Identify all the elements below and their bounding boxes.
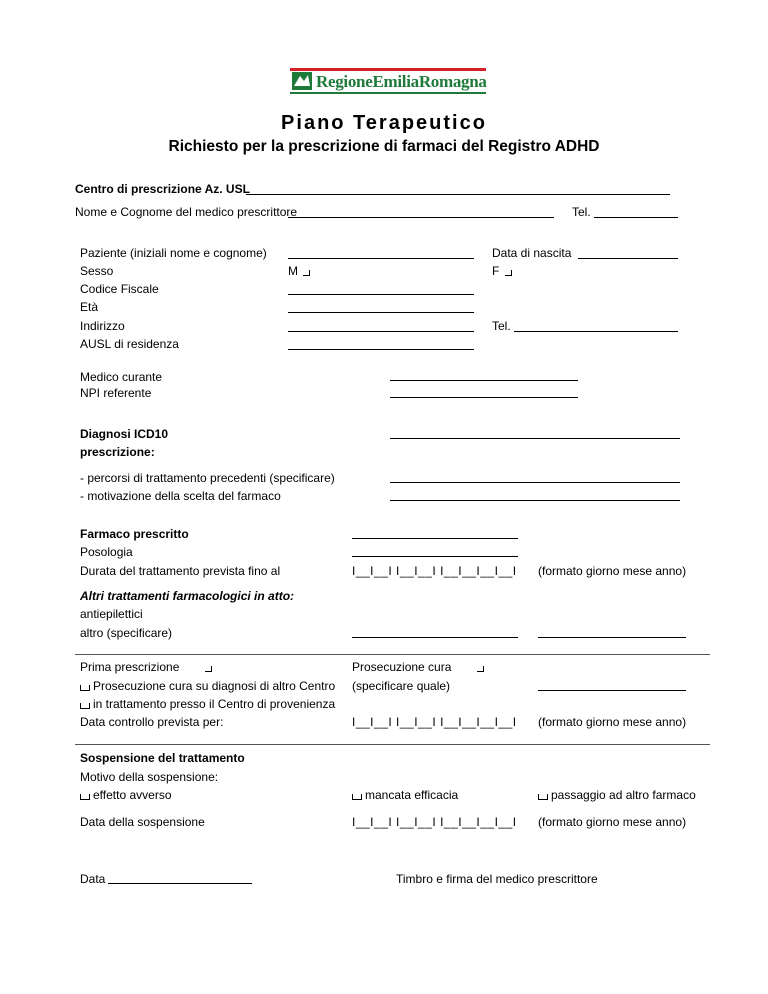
data-nascita-field[interactable] (578, 258, 678, 259)
specificare-quale-label: (specificare quale) (352, 679, 451, 693)
data-sospensione-date-format: (formato giorno mese anno) (538, 815, 687, 829)
centro-label: Centro di prescrizione Az. USL (75, 182, 250, 196)
mancata-efficacia-option[interactable] (352, 788, 458, 802)
durata-label: Durata del trattamento prevista fino al (80, 564, 281, 578)
durata-date-format: (formato giorno mese anno) (538, 564, 687, 578)
codice-fiscale-label: Codice Fiscale (80, 282, 159, 296)
durata-date-field[interactable]: I__I__I I__I__I I__I__I__I__I (352, 564, 517, 578)
paziente-tel-label: Tel. (492, 319, 511, 333)
percorsi-field[interactable] (390, 482, 680, 483)
diagnosi-label: Diagnosi ICD10 (80, 427, 169, 441)
paziente-tel-field[interactable] (514, 331, 678, 332)
page-subtitle: Richiesto per la prescrizione di farmaci del Registro ADHD (168, 138, 600, 155)
checkbox-icon[interactable] (205, 666, 212, 672)
data-controllo-date-format: (formato giorno mese anno) (538, 715, 687, 729)
data-sospensione-label: Data della sospensione (80, 815, 205, 829)
data-nascita-label: Data di nascita (492, 246, 572, 260)
paziente-field[interactable] (288, 258, 474, 259)
prosecuzione-cura-option[interactable] (352, 660, 487, 674)
prima-prescrizione-label: Prima prescrizione (80, 660, 180, 674)
percorsi-label: - percorsi di trattamento precedenti (specificare) (80, 471, 335, 485)
indirizzo-label: Indirizzo (80, 319, 125, 333)
eta-field[interactable] (288, 312, 474, 313)
motivazione-label: - motivazione della scelta del farmaco (80, 489, 281, 503)
mancata-efficacia-label: mancata efficacia (365, 788, 459, 802)
ausl-field[interactable] (288, 349, 474, 350)
posologia-label: Posologia (80, 545, 133, 559)
prosecuzione-cura-label: Prosecuzione cura (352, 660, 452, 674)
checkbox-icon[interactable] (80, 794, 90, 800)
page-title: Piano Terapeutico (281, 112, 487, 134)
sesso-f-label: F (492, 264, 500, 278)
sospensione-title: Sospensione del trattamento (80, 751, 245, 765)
data-controllo-date-field[interactable]: I__I__I I__I__I I__I__I__I__I (352, 715, 517, 729)
checkbox-icon[interactable] (80, 703, 90, 709)
altro-label: altro (specificare) (80, 626, 173, 640)
npi-field[interactable] (390, 397, 578, 398)
motivazione-field[interactable] (390, 500, 680, 501)
trattamento-presso-option[interactable] (80, 697, 335, 711)
effetto-avverso-option[interactable] (80, 788, 172, 802)
section-divider (75, 744, 710, 745)
passaggio-farmaco-label: passaggio ad altro farmaco (551, 788, 696, 802)
medico-tel-field[interactable] (594, 217, 678, 218)
sesso-label: Sesso (80, 264, 114, 278)
codice-fiscale-field[interactable] (288, 294, 474, 295)
medico-curante-label: Medico curante (80, 370, 163, 384)
footer-data-field[interactable] (108, 883, 252, 884)
checkbox-icon[interactable] (303, 270, 310, 276)
checkbox-icon[interactable] (477, 666, 484, 672)
checkbox-icon[interactable] (505, 270, 512, 276)
eta-label: Età (80, 300, 99, 314)
checkbox-icon[interactable] (80, 685, 90, 691)
antiepilettici-label: antiepilettici (80, 607, 143, 621)
medico-curante-field[interactable] (390, 380, 578, 381)
data-sospensione-date-field[interactable]: I__I__I I__I__I I__I__I__I__I (352, 815, 517, 829)
checkbox-icon[interactable] (352, 794, 362, 800)
data-controllo-label: Data controllo prevista per: (80, 715, 224, 729)
prosecuzione-diagnosi-option[interactable] (80, 679, 335, 693)
sesso-f-option[interactable] (492, 264, 515, 278)
npi-label: NPI referente (80, 386, 152, 400)
section-divider (75, 654, 710, 655)
passaggio-farmaco-option[interactable] (538, 788, 696, 802)
specificare-quale-field[interactable] (538, 690, 686, 691)
altri-trattamenti-title: Altri trattamenti farmacologici in atto: (80, 589, 295, 603)
diagnosi-field[interactable] (390, 438, 680, 439)
sesso-m-label: M (288, 264, 298, 278)
altro-field-1[interactable] (352, 637, 518, 638)
trattamento-presso-label: in trattamento presso il Centro di provenienza (93, 697, 336, 711)
sesso-m-option[interactable] (288, 264, 313, 278)
posologia-field[interactable] (352, 556, 518, 557)
farmaco-label: Farmaco prescritto (80, 527, 189, 541)
altro-field-2[interactable] (538, 637, 686, 638)
prima-prescrizione-option[interactable] (80, 660, 215, 674)
paziente-label: Paziente (iniziali nome e cognome) (80, 246, 267, 260)
checkbox-icon[interactable] (538, 794, 548, 800)
farmaco-field[interactable] (352, 538, 518, 539)
region-logo (290, 66, 486, 94)
indirizzo-field[interactable] (288, 331, 474, 332)
motivo-sospensione-label: Motivo della sospensione: (80, 770, 219, 784)
centro-field[interactable] (246, 194, 670, 195)
prescrizione-label: prescrizione: (80, 445, 155, 459)
medico-field[interactable] (288, 217, 554, 218)
logo-text: RegioneEmiliaRomagna (316, 72, 487, 91)
medico-tel-label: Tel. (572, 205, 591, 219)
timbro-firma-label: Timbro e firma del medico prescrittore (396, 872, 598, 886)
ausl-label: AUSL di residenza (80, 337, 179, 351)
footer-data-label: Data (80, 872, 106, 886)
prosecuzione-diagnosi-label: Prosecuzione cura su diagnosi di altro Centro (93, 679, 336, 693)
effetto-avverso-label: effetto avverso (93, 788, 172, 802)
medico-label: Nome e Cognome del medico prescrittore (75, 205, 298, 219)
